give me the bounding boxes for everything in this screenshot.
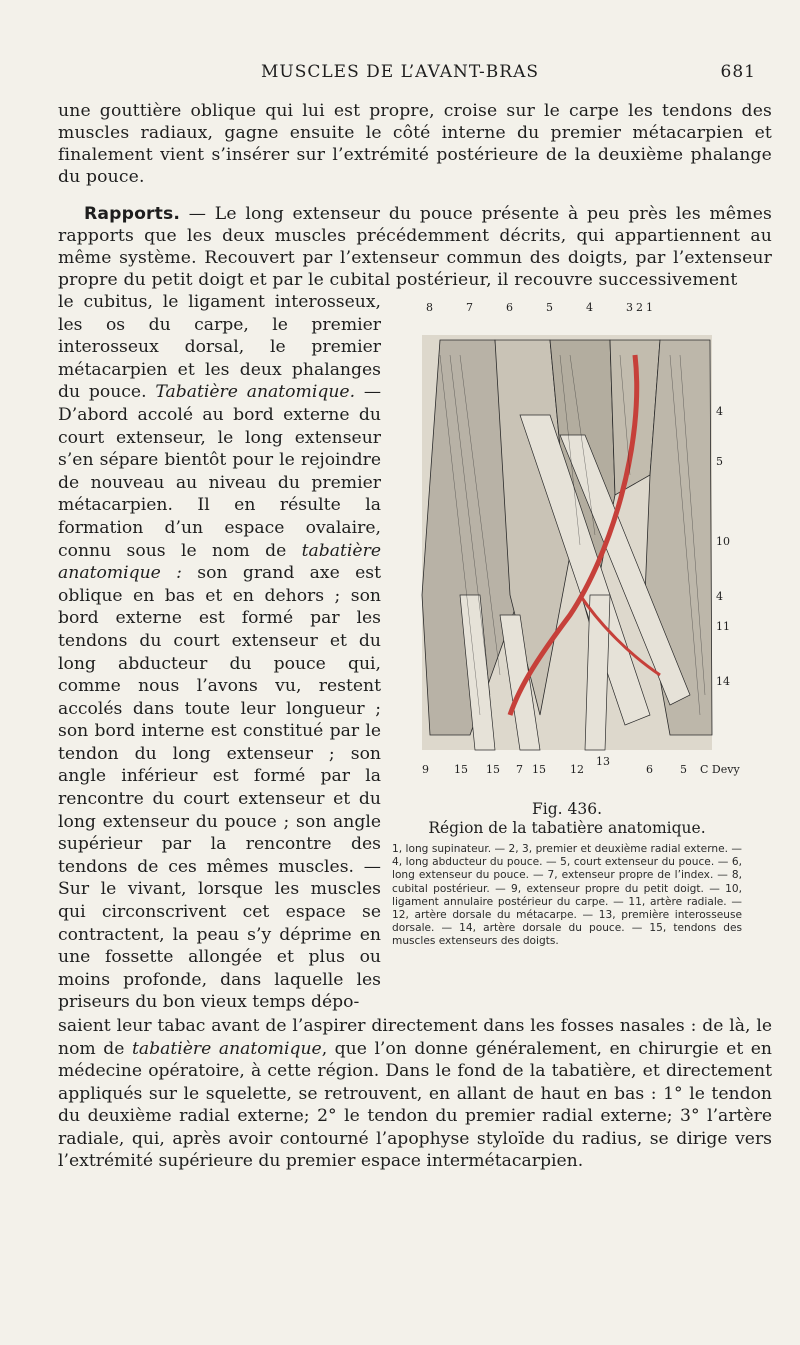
bottom-text2: , que l’on donne généralement, en chirurgie et en médecine opératoire, à cette région. Dans le fond de la tabatière, et directement appliqués sur le squelette, se retrouvent, en allant de haut en bas : 1° le tendon du deuxième radial externe; 2° le tendon du premier radial externe; 3° l’artère radiale, qui, après avoir contourné l’apophyse styloïde du radius, se dirige vers l’extrémité supérieure du premier espace intermétacarpien. <box>58 1038 772 1171</box>
figure-caption <box>392 800 742 838</box>
label-top-1: 1 <box>646 301 653 314</box>
tabatiere-heading: Tabatière anatomique. <box>155 382 356 403</box>
figure-title: Région de la tabatière anatomique. <box>428 819 706 837</box>
rapports-heading: Rapports. <box>84 204 181 224</box>
page-number: 681 <box>720 62 756 82</box>
label-right-6: 14 <box>716 675 730 688</box>
right-labels <box>716 405 730 688</box>
label-right-3: 10 <box>716 535 730 548</box>
tabatiere-term: tabatière anatomique : <box>58 540 381 584</box>
paragraph-1: une gouttière oblique qui lui est propre, croise sur le carpe les tendons des muscles radiaux, gagne ensuite le côté interne du premier métacarpien et finalement vient s’insérer sur l’extrémité postérieure de la deuxième phalange du pouce. <box>58 101 772 187</box>
left-text3: son grand axe est oblique en bas et en dehors ; son bord externe est formé par les tendons du court extenseur et du long abducteur du pouce qui, comme nous l’avons vu, restent accolés dans toute leur longueur ; son bord interne est constitué par le tendon du long extenseur ; son angle inférieur est formé par la rencontre du court extenseur et du long extenseur du pouce ; son angle supérieur par la rencontre des tendons de ces mêmes muscles. — Sur le vivant, lorsque les muscles qui circonscrivent cet espace se contractent, la peau s’y déprime en une fossette allongée et plus ou moins profonde, dans laquelle les priseurs du bon vieux temps dépo- <box>58 563 381 1013</box>
running-header <box>0 62 800 88</box>
bottom-paragraph <box>58 1015 772 1173</box>
label-top-7: 7 <box>466 301 473 314</box>
label-top-3: 3 <box>626 301 633 314</box>
left-line1: le cubitus, le ligament interosseux, les os du carpe, le premier interosseux dorsal, le premier métacarpien et les deux phalanges du pouce. <box>58 292 381 403</box>
left-text2: — D’abord accolé au bord externe du court extenseur, le long extenseur s’en sépare bientôt pour le rejoindre de nouveau au niveau du premier métacarpien. Il en résulte la formation d’un espace ovalaire, connu sous le nom de <box>58 382 382 561</box>
label-bottom-8: 6 <box>646 763 653 776</box>
label-right-2: 5 <box>716 455 723 468</box>
label-top-4: 4 <box>586 301 593 314</box>
label-bottom-6: 12 <box>570 763 584 776</box>
label-bottom-5: 15 <box>532 763 546 776</box>
label-right-1: 4 <box>716 405 723 418</box>
label-bottom-7: 13 <box>596 755 610 768</box>
bottom-italic: tabatière anatomique <box>131 1038 322 1059</box>
bottom-labels <box>422 755 740 776</box>
label-right-4: 4 <box>716 590 723 603</box>
label-bottom-4: 7 <box>516 763 523 776</box>
label-bottom-1: 9 <box>422 763 429 776</box>
header-title: MUSCLES DE L’AVANT-BRAS <box>260 62 539 82</box>
label-top-8: 8 <box>426 301 433 314</box>
label-top-5: 5 <box>546 301 553 314</box>
label-top-6: 6 <box>506 301 513 314</box>
label-top-2: 2 <box>636 301 643 314</box>
label-bottom-2: 15 <box>454 763 468 776</box>
bottom-text1: saient leur tabac avant de l’aspirer directement dans les fosses nasales : de là, le nom de <box>58 1016 772 1059</box>
label-bottom-9: 5 <box>680 763 687 776</box>
left-column-text <box>58 291 381 1014</box>
rapports-text: — Le long extenseur du pouce présente à peu près les mêmes rapports que les deux muscles précédemment décrits, qui appartiennent au même système. Recouvert par l’extenseur commun des doigts, par l’extenseur propre du petit doigt et par le cubital postérieur, il recouvre successivement <box>58 204 772 290</box>
figure-illustration <box>400 295 740 800</box>
label-bottom-3: 15 <box>486 763 500 776</box>
label-right-5: 11 <box>716 620 730 633</box>
figure-legend: 1, long supinateur. — 2, 3, premier et deuxième radial externe. — 4, long abducteur du pouce. — 5, court extenseur du pouce. — 6, long extenseur du pouce. — 7, extenseur propre de l’index. — 8, cubital postérieur. — 9, extenseur propre du petit doigt. — 10, ligament annulaire postérieur du carpe. — 11, artère radiale. — 12, artère dorsale du métacarpe. — 13, première interosseuse dorsale. — 14, artère dorsale du pouce. — 15, tendons des muscles extenseurs des doigts. <box>392 843 742 948</box>
anatomical-figure <box>400 295 740 800</box>
figure-number: Fig. 436. <box>532 800 602 818</box>
top-labels <box>426 301 653 314</box>
artist-signature: C Devy <box>700 763 740 776</box>
paragraph-rapports <box>58 203 772 291</box>
